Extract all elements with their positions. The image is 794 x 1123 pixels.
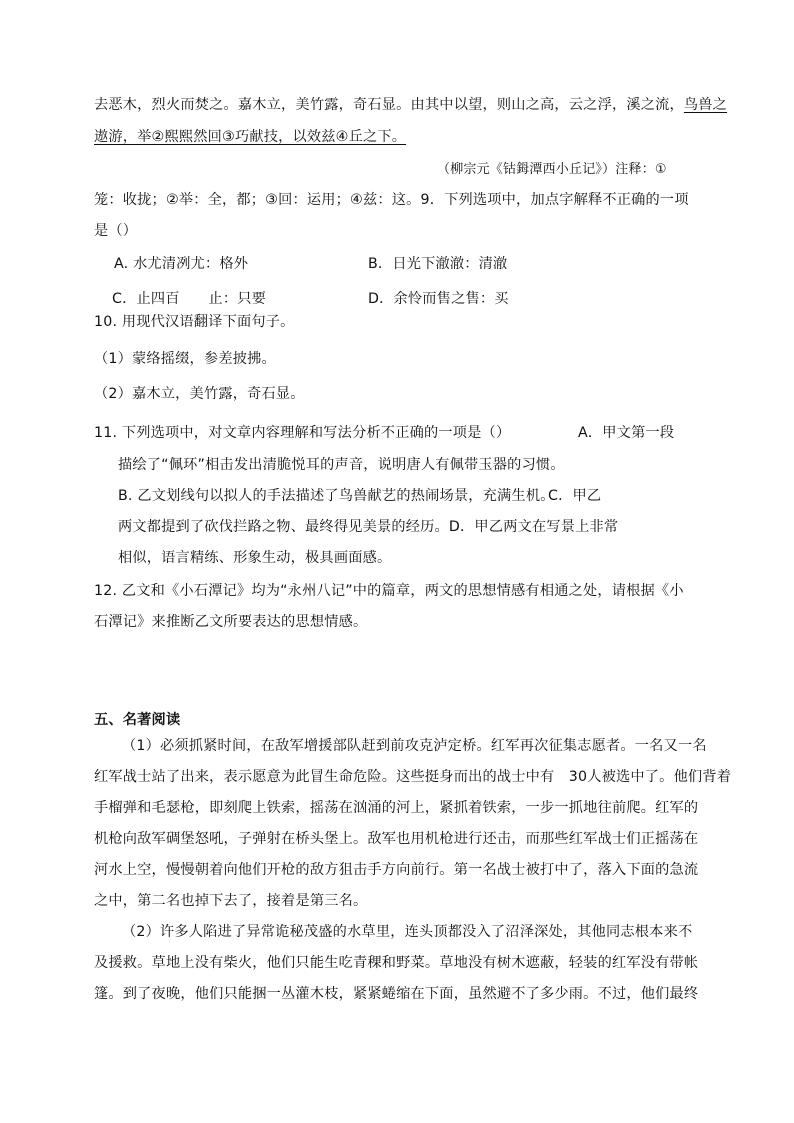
passage-line-1-text: 去恶木，烈火而焚之。嘉木立，美竹露，奇石显。由其中以望，则山之高，云之浮，溪之流，: [94, 97, 684, 113]
q9-option-c: C．止四百 止：只要: [112, 291, 266, 307]
q10-prompt: 10. 用现代汉语翻译下面句子。: [94, 314, 295, 330]
q10-item-1: （1）蒙络摇缀，参差披拂。: [94, 351, 276, 367]
q9-option-d: D．余怜而售之售：买: [368, 291, 509, 307]
underlined-sentence-start: 鸟兽之: [683, 97, 728, 113]
q12-line-2: 石潭记》来推断乙文所要表达的思想情感。: [94, 614, 368, 630]
notes-line-2: 是（）: [94, 223, 138, 239]
notes-line-1: 笼：收拢；②举：全，都；③回：运用；④兹：这。9．下列选项中，加点字解释不正确的一项: [94, 192, 689, 208]
q11-prompt: 11. 下列选项中，对文章内容理解和写法分析不正确的一项是（）: [94, 425, 511, 441]
q11-line-5: 相似，语言精练、形象生动，极具画面感。: [118, 550, 392, 566]
paragraph-1-line-1: （1）必须抓紧时间，在敌军增援部队赶到前攻克泸定桥。红军再次征集志愿者。一名又一名: [122, 738, 707, 754]
q11-option-a-head: A．甲文第一段: [578, 425, 675, 441]
q11-line-4: 两文都提到了砍伐拦路之物、最终得见美景的经历。D．甲乙两文在写景上非常: [118, 519, 619, 535]
underlined-sentence-end: 遨游，举②熙熙然回③巧献技，以效兹④丘之下。: [94, 129, 407, 145]
passage-source: （柳宗元《钴鉧潭西小丘记》）注释：①: [437, 162, 667, 177]
paragraph-1-line-6: 之中，第二名也掉下去了，接着是第三名。: [94, 893, 368, 909]
paragraph-2-line-1: （2）许多人陷进了异常诡秘茂盛的水草里，连头顶都没入了沼泽深处，其他同志根本来不: [122, 924, 693, 940]
q11-line-2: 描绘了“佩环”相击发出清脆悦耳的声音，说明唐人有佩带玉器的习惯。: [118, 457, 565, 473]
paragraph-2-line-3: 篷。到了夜晚，他们只能捆一丛灌木枝，紧紧蜷缩在下面，虽然避不了多少雨。不过，他们最终: [94, 986, 699, 1002]
q9-option-b: B．日光下澈澈：清澈: [368, 256, 508, 272]
paragraph-1-line-5: 河水上空，慢慢朝着向他们开枪的敌方狙击手方向前行。第一名战士被打中了，落入下面的急流: [94, 862, 699, 878]
paragraph-1-line-3: 手榴弹和毛瑟枪，即刻爬上铁索，摇荡在汹涌的河上，紧抓着铁索，一步一抓地往前爬。红军的: [94, 800, 699, 816]
q9-option-a: A. 水尤清冽尤：格外: [114, 256, 249, 272]
paragraph-1-line-2: 红军战士站了出来，表示愿意为此冒生命危险。这些挺身而出的战士中有 30人被选中了。他们背着: [94, 769, 732, 785]
q11-option-b: B. 乙文划线句以拟人的手法描述了鸟兽献艺的热闹场景，充满生机。: [118, 488, 555, 504]
passage-line-1: [94, 96, 727, 114]
paragraph-2-line-2: 及援救。草地上没有柴火，他们只能生吃青稞和野菜。草地没有树木遮蔽，轻装的红军没有带帐: [94, 955, 699, 971]
q12-line-1: 12. 乙文和《小石潭记》均为“永州八记”中的篇章，两文的思想情感有相通之处，请根据《小: [94, 583, 684, 599]
paragraph-1-line-4: 机枪向敌军碉堡怒吼，子弹射在桥头堡上。敌军也用机枪进行还击，而那些红军战士们正摇荡在: [94, 831, 699, 847]
q11-option-c-head: C．甲乙: [548, 488, 602, 504]
q10-item-2: （2）嘉木立，美竹露，奇石显。: [94, 386, 305, 402]
section-heading: 五、名著阅读: [94, 712, 181, 728]
